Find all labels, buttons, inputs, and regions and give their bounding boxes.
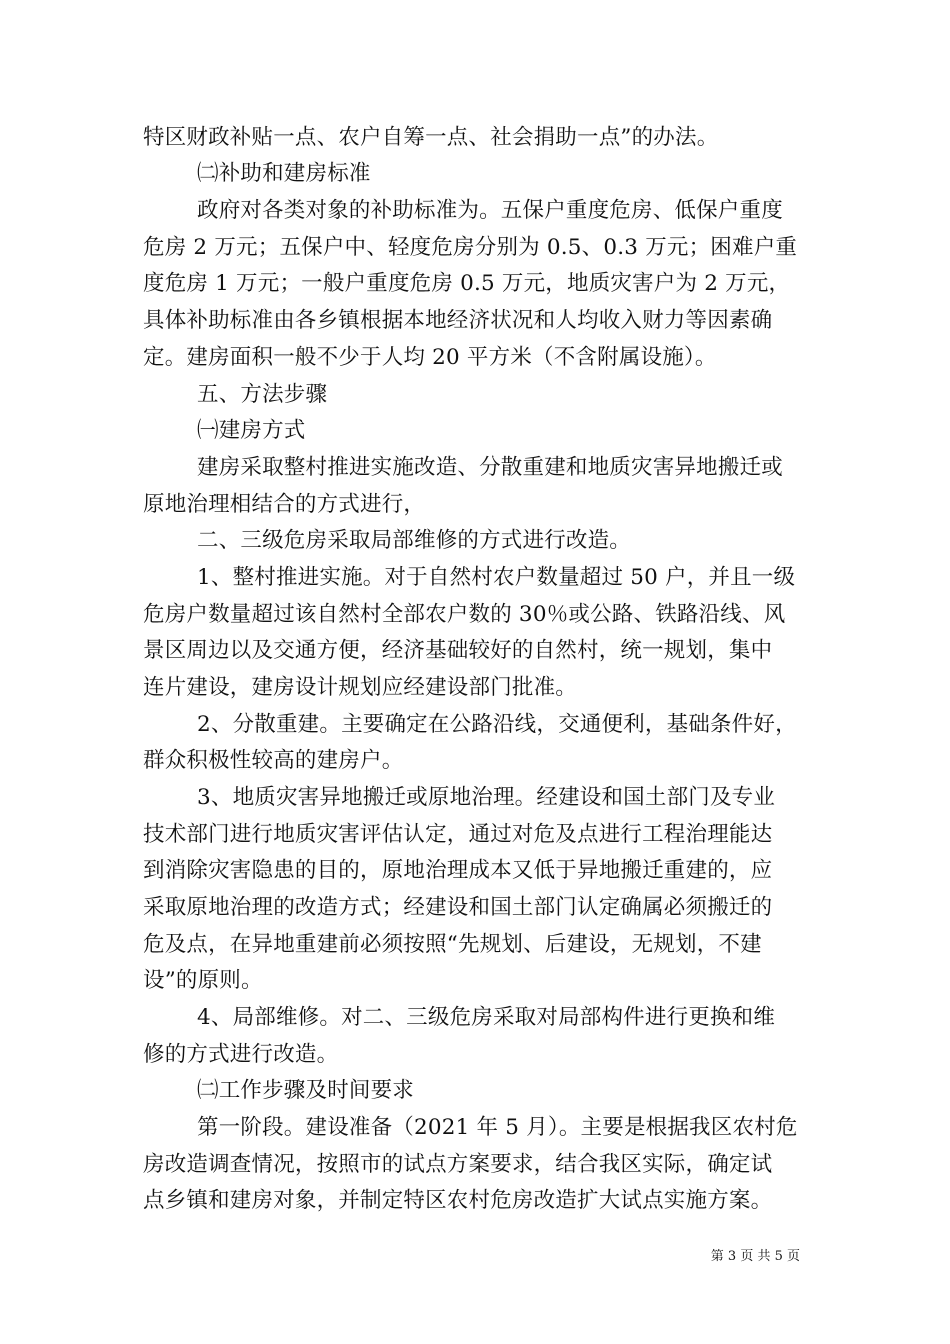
text-line: 点乡镇和建房对象，并制定特区农村危房改造扩大试点实施方案。 xyxy=(143,1188,773,1213)
text-line: 第一阶段。建设准备（2021 年 5 月）。主要是根据我区农村危 xyxy=(197,1115,798,1140)
text-line: 具体补助标准由各乡镇根据本地经济状况和人均收入财力等因素确 xyxy=(143,308,773,333)
text-line: 3、地质灾害异地搬迁或原地治理。经建设和国土部门及专业 xyxy=(197,785,776,810)
section-heading: ㈠建房方式 xyxy=(197,418,306,443)
text-line: 群众积极性较高的建房户。 xyxy=(143,748,404,773)
text-line: 危及点，在异地重建前必须按照“先规划、后建设，无规划，不建 xyxy=(143,932,762,957)
section-heading: ㈡工作步骤及时间要求 xyxy=(197,1078,415,1103)
text-line: 定。建房面积一般不少于人均 20 平方米（不含附属设施）。 xyxy=(143,345,717,370)
text-line: 危房 2 万元；五保户中、轻度危房分别为 0.5、0.3 万元；困难户重 xyxy=(143,235,798,260)
text-line: 危房户数量超过该自然村全部农户数的 30％或公路、铁路沿线、风 xyxy=(143,602,786,627)
text-line: 度危房 1 万元；一般户重度危房 0.5 万元，地质灾害户为 2 万元， xyxy=(143,271,791,296)
page-number: 第 3 页 共 5 页 xyxy=(710,1249,800,1264)
text-line: 原地治理相结合的方式进行， xyxy=(143,492,426,517)
text-line: 技术部门进行地质灾害评估认定，通过对危及点进行工程治理能达 xyxy=(143,822,773,847)
text-line: 景区周边以及交通方便，经济基础较好的自然村，统一规划，集中 xyxy=(143,638,773,663)
text-line: 4、局部维修。对二、三级危房采取对局部构件进行更换和维 xyxy=(197,1005,776,1030)
text-line: 房改造调查情况，按照市的试点方案要求，结合我区实际，确定试 xyxy=(143,1152,773,1177)
section-heading: ㈡补助和建房标准 xyxy=(197,161,371,186)
text-line: 特区财政补贴一点、农户自筹一点、社会捐助一点”的办法。 xyxy=(143,125,719,150)
text-line: 二、三级危房采取局部维修的方式进行改造。 xyxy=(197,528,632,553)
section-heading: 五、方法步骤 xyxy=(197,382,328,407)
text-line: 1、整村推进实施。对于自然村农户数量超过 50 户，并且一级 xyxy=(197,565,796,590)
text-line: 建房采取整村推进实施改造、分散重建和地质灾害异地搬迁或 xyxy=(197,455,783,480)
text-line: 政府对各类对象的补助标准为。五保户重度危房、低保户重度 xyxy=(197,198,783,223)
text-line: 到消除灾害隐患的目的，原地治理成本又低于异地搬迁重建的，应 xyxy=(143,858,773,883)
text-line: 2、分散重建。主要确定在公路沿线，交通便利，基础条件好， xyxy=(197,712,797,737)
text-line: 连片建设，建房设计规划应经建设部门批准。 xyxy=(143,675,578,700)
text-line: 修的方式进行改造。 xyxy=(143,1042,339,1067)
text-line: 设”的原则。 xyxy=(143,968,263,993)
text-line: 采取原地治理的改造方式；经建设和国土部门认定确属必须搬迁的 xyxy=(143,895,773,920)
